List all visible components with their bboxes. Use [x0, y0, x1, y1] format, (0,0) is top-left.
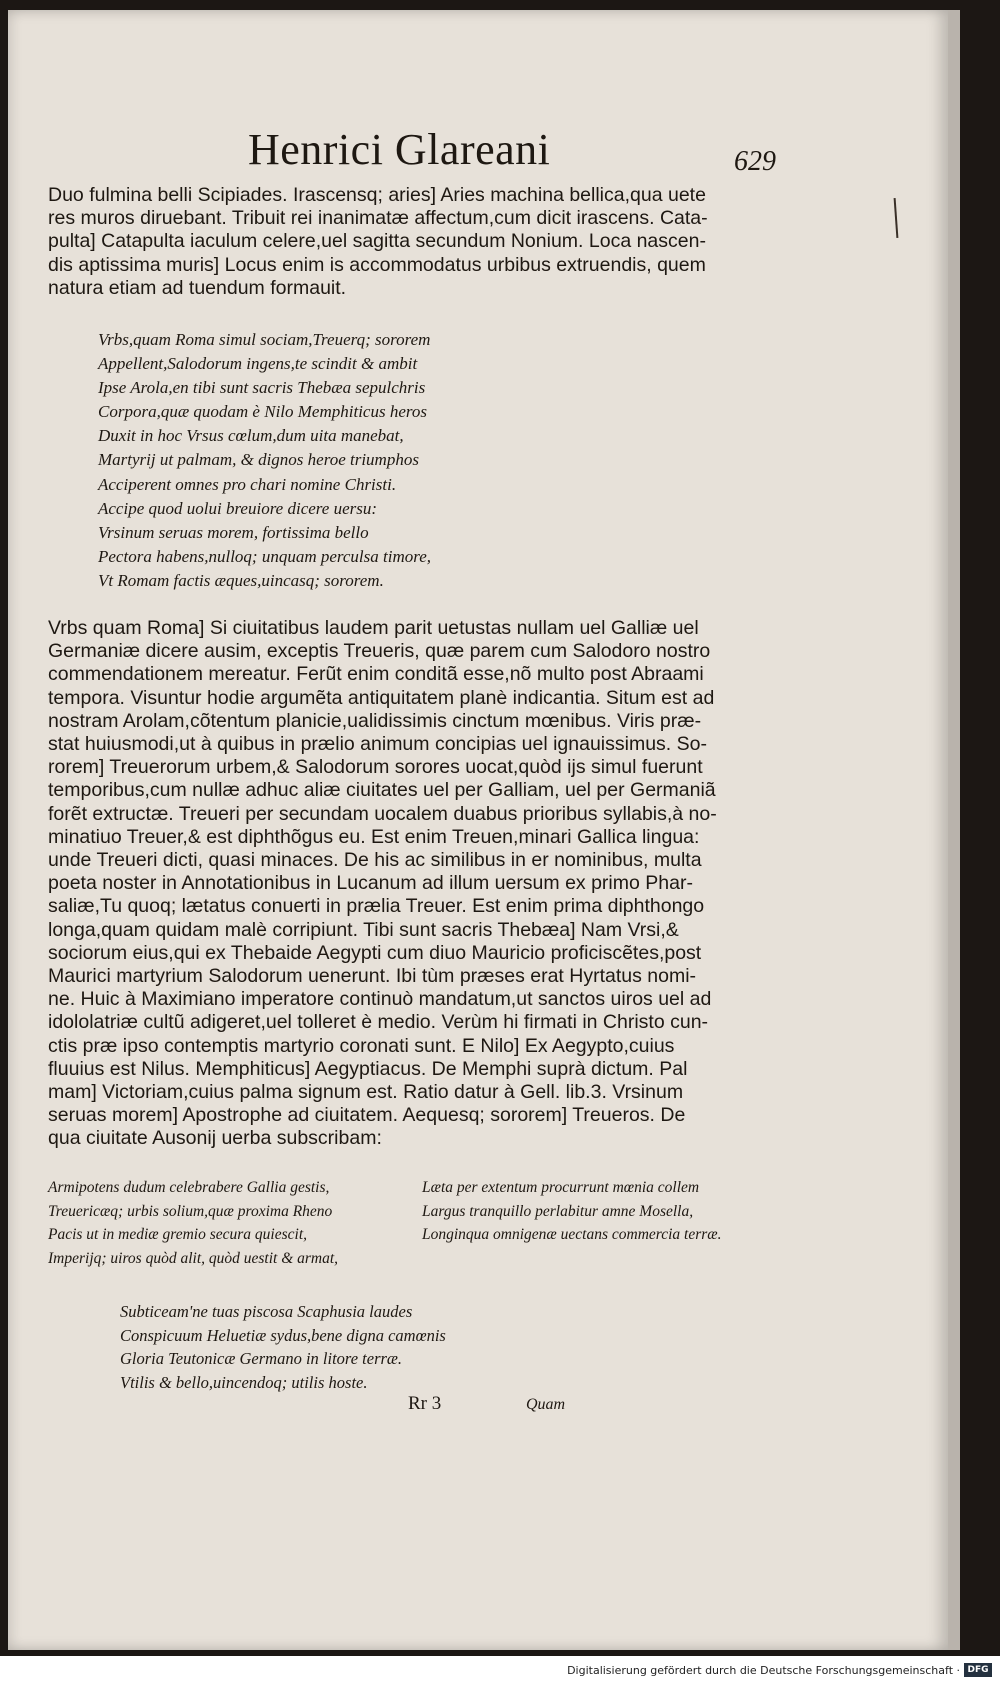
- poem-block-1: [98, 328, 431, 593]
- verse-line: Acciperent omnes pro chari nomine Christi.: [98, 474, 397, 494]
- text-line: minatiuo Treuer,& est diphthõgus eu. Est enim Treuen,minari Gallica lingua:: [48, 825, 700, 848]
- text-line: rorem] Treuerorum urbem,& Salodorum sorores uocat,quòd ijs simul fuerunt: [48, 756, 703, 779]
- verse-line: Armipotens dudum celebrabere Gallia gestis,: [48, 1179, 330, 1196]
- signature-mark: Rr 3: [408, 1393, 442, 1414]
- poem-block-2-left: [48, 1176, 338, 1270]
- verse-line: Vrsinum seruas morem, fortissima bello: [98, 522, 369, 542]
- dfg-logo: DFG: [964, 1663, 992, 1677]
- footer-credit: Digitalisierung gefördert durch die Deutsche Forschungsgemeinschaft ·: [567, 1664, 960, 1677]
- text-line: Maurici martyrium Salodorum uenerunt. Ibi tùm præses erat Hyrtatus nomi-: [48, 965, 697, 988]
- verse-line: Vt Romam factis æques,uincasq; sororem.: [98, 570, 384, 590]
- text-line: temporibus,cum nullæ adhuc aliæ ciuitates uel per Galliam, uel per Germaniã: [48, 779, 716, 802]
- verse-line: Pacis ut in mediæ gremio secura quiescit,: [48, 1226, 308, 1243]
- verse-line: Læta per extentum procurrunt mœnia collem: [422, 1179, 700, 1196]
- text-line: idololatriæ cultũ adigeret,uel tolleret è medio. Verùm hi firmati in Christo cun-: [48, 1011, 709, 1034]
- text-line: seruas morem] Apostrophe ad ciuitatem. Aequesq; sororem] Treueros. De: [48, 1104, 686, 1127]
- verse-line: Gloria Teutonicæ Germano in litore terræ.: [120, 1349, 403, 1369]
- verse-line: Largus tranquillo perlabitur amne Mosella,: [422, 1202, 694, 1220]
- book-page: [8, 10, 948, 1650]
- text-line: nostram Arolam,cõtentum planicie,ualidissimis cinctum mœnibus. Viris præ-: [48, 709, 702, 732]
- text-line: ne. Huic à Maximiano imperatore continuò mandatum,ut sanctos uiros uel ad: [48, 988, 712, 1011]
- verse-line: Corpora,quæ quodam è Nilo Memphiticus heros: [98, 402, 427, 422]
- page-edge: [948, 10, 960, 1650]
- text-line: longa,quam quidam malè corripiunt. Tibi sunt sacris Thebæa] Nam Vrsi,&: [48, 918, 679, 941]
- poem-block-2-right: [422, 1176, 722, 1247]
- text-line: poeta noster in Annotationibus in Lucanum ad illum uersum ex primo Phar-: [48, 872, 693, 895]
- margin-mark: [894, 198, 899, 238]
- text-line: Germaniæ dicere ausim, exceptis Treueris, quæ parem cum Salodoro nostro: [48, 640, 711, 663]
- text-line: mam] Victoriam,cuius palma signum est. Ratio datur à Gell. lib.3. Vrsinum: [48, 1081, 684, 1104]
- verse-line: Imperijq; uiros quòd alit, quòd uestit & armat,: [48, 1249, 339, 1267]
- verse-line: Vrbs,quam Roma simul sociam,Treuerq; sororem: [98, 330, 431, 349]
- text-line: qua ciuitate Ausonij uerba subscribam:: [48, 1127, 382, 1150]
- verse-line: Ipse Arola,en tibi sunt sacris Thebæa sepulchris: [98, 378, 426, 398]
- text-line: tempora. Visuntur hodie argumẽta antiquitatem planè indicantia. Situm est ad: [48, 686, 715, 709]
- text-line: res muros diruebant. Tribuit rei inanimatæ affectum,cum dicit irascens. Cata-: [48, 207, 708, 230]
- text-line: ctis præ ipso contemptis martyrio coronati sunt. E Nilo] Ex Aegypto,cuius: [48, 1034, 675, 1057]
- text-line: natura etiam ad tuendum formauit.: [48, 276, 347, 299]
- verse-line: Longinqua omnigenæ uectans commercia terræ.: [422, 1226, 722, 1243]
- verse-line: Martyrij ut palmam, & dignos heroe triumphos: [98, 450, 419, 470]
- verse-line: Vtilis & bello,uincendoq; utilis hoste.: [120, 1372, 368, 1392]
- verse-line: Treuericæq; urbis solium,quæ proxima Rheno: [48, 1202, 333, 1220]
- verse-line: Subticeam'ne tuas piscosa Scaphusia laudes: [120, 1302, 413, 1321]
- commentary-block-1: [48, 184, 708, 300]
- text-line: Vrbs quam Roma] Si ciuitatibus laudem parit uetustas nullam uel Galliæ uel: [48, 617, 699, 639]
- verse-line: Conspicuum Heluetiæ sydus,bene digna camœnis: [120, 1325, 446, 1345]
- text-line: forẽt extructæ. Treueri per secundam uocalem duabus prioribus syllabis,à no-: [48, 802, 717, 825]
- text-line: unde Treueri dicti, quasi minaces. De his ac similibus in er nominibus, multa: [48, 849, 702, 872]
- running-title: Henrici Glareani: [248, 125, 551, 174]
- poem-block-3: [120, 1300, 446, 1394]
- verse-line: Duxit in hoc Vrsus cœlum,dum uita manebat,: [98, 426, 404, 446]
- page-number: 629: [734, 146, 776, 177]
- text-line: fluuius est Nilus. Memphiticus] Aegyptiacus. De Memphi suprà dictum. Pal: [48, 1057, 688, 1080]
- verse-line: Pectora habens,nulloq; unquam perculsa timore,: [98, 546, 432, 566]
- text-line: dis aptissima muris] Locus enim is accommodatus urbibus extruendis, quem: [48, 253, 706, 276]
- text-line: pulta] Catapulta iaculum celere,uel sagitta secundum Nonium. Loca nascen-: [48, 230, 706, 253]
- commentary-block-2: [48, 617, 717, 1151]
- catchword: Quam: [526, 1396, 566, 1413]
- footer-bar: [0, 1656, 1000, 1690]
- text-line: stat huiusmodi,ut à quibus in prælio animum concipias uel ignauissimus. So-: [48, 733, 707, 756]
- text-line: saliæ,Tu quoq; lætatus conuerti in prælia Treuer. Est enim prima diphthongo: [48, 895, 705, 918]
- verse-line: Appellent,Salodorum ingens,te scindit & ambit: [98, 354, 418, 374]
- verse-line: Accipe quod uolui breuiore dicere uersu:: [98, 498, 378, 518]
- text-line: Duo fulmina belli Scipiades. Irascensq; aries] Aries machina bellica,qua uete: [48, 184, 706, 206]
- text-line: commendationem mereatur. Ferũt enim conditã esse,nõ multo post Abraami: [48, 663, 704, 686]
- text-line: sociorum eius,qui ex Thebaide Aegypti cum diuo Mauricio proficiscẽtes,post: [48, 941, 702, 964]
